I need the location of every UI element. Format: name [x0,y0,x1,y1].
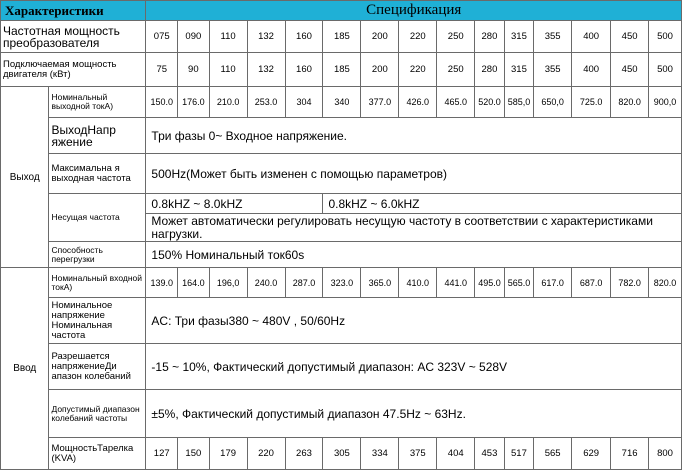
value-cell: 650,0 [534,87,572,118]
value-cell: 220 [247,438,285,470]
row-label: Подключаемая мощность двигателя (кВт) [1,53,146,87]
value-cell: 200 [361,53,399,87]
value-cell: 441.0 [437,268,475,298]
span-value: 500Hz(Может быть изменен с помощью параметров) [146,154,682,194]
row-label: Разрешается напряжениеДи апазон колебаний [49,344,146,390]
value-cell: 090 [178,21,210,53]
span-value: -15 ~ 10%, Фактический допустимый диапазон: AC 323V ~ 528V [146,344,682,390]
value-cell: 629 [572,438,611,470]
row-label: Несущая частота [49,194,146,242]
group-output: Выход [1,87,49,268]
row-converter-power [1,21,682,53]
value-cell: 90 [178,53,210,87]
value-cell: 176.0 [178,87,210,118]
value-cell: 200 [361,21,399,53]
value-cell: 280 [475,21,505,53]
value-cell: 110 [209,21,247,53]
value-cell: 185 [323,53,361,87]
span-value: ±5%, Фактический допустимый диапазон 47.5Hz ~ 63Hz. [146,390,682,438]
value-cell: 365.0 [361,268,399,298]
header-characteristics: Характеристики [1,1,146,21]
value-cell: 164.0 [178,268,210,298]
value-cell: 355 [534,21,572,53]
value-cell: 426.0 [399,87,437,118]
value-cell: 565.0 [504,268,534,298]
value-cell: 132 [247,53,285,87]
row-voltage-tolerance [1,344,682,390]
value-cell: 500 [649,21,682,53]
value-cell: 305 [323,438,361,470]
value-cell: 253.0 [247,87,285,118]
value-cell: 304 [285,87,323,118]
value-cell: 150.0 [146,87,178,118]
row-label: Допустимый диапазон колебаний частоты [49,390,146,438]
row-label: Максимальна я выходная частота [49,154,146,194]
value-cell: 725.0 [572,87,611,118]
row-label: Способность перегрузки [49,242,146,268]
value-cell: 263 [285,438,323,470]
span-value: 150% Номинальный ток60s [146,242,682,268]
row-motor-power [1,53,682,87]
value-cell: 450 [611,21,649,53]
value-cell: 495.0 [475,268,505,298]
value-cell: 160 [285,21,323,53]
value-cell: 287.0 [285,268,323,298]
row-label: ВыходНапр яжение [49,118,146,154]
value-cell: 220 [399,21,437,53]
value-cell: 323.0 [323,268,361,298]
value-cell: 820.0 [649,268,682,298]
value-cell: 450 [611,53,649,87]
row-input-current [1,268,682,298]
row-input-voltage [1,298,682,344]
header-specification: Спецификация [146,1,682,21]
value-cell: 196,0 [209,268,247,298]
value-cell: 465.0 [437,87,475,118]
value-cell: 520.0 [475,87,505,118]
value-cell: 315 [504,53,534,87]
value-cell: 150 [178,438,210,470]
value-cell: 240.0 [247,268,285,298]
value-cell: 500 [649,53,682,87]
span-value: Может автоматически регулировать несущую частоту в соответствии с характеристиками нагрузки. [146,214,682,242]
row-label: Номинальное напряжение Номинальная частота [49,298,146,344]
row-output-voltage [1,118,682,154]
span-value: AC: Три фазы380 ~ 480V , 50/60Hz [146,298,682,344]
value-cell: 410.0 [399,268,437,298]
value-cell: 185 [323,21,361,53]
value-cell: 334 [361,438,399,470]
value-cell: 139.0 [146,268,178,298]
value-cell: 075 [146,21,178,53]
value-cell: 404 [437,438,475,470]
group-input: Ввод [1,268,49,470]
value-cell: 565 [534,438,572,470]
row-frequency-tolerance [1,390,682,438]
value-cell: 315 [504,21,534,53]
row-overload [1,242,682,268]
value-cell: 160 [285,53,323,87]
value-cell: 210.0 [209,87,247,118]
span-value: Три фазы 0~ Входное напряжение. [146,118,682,154]
value-cell: 617.0 [534,268,572,298]
value-cell: 355 [534,53,572,87]
value-cell: 800 [649,438,682,470]
value-cell: 75 [146,53,178,87]
carrier-range-1: 0.8kHZ ~ 8.0kHZ [146,194,323,214]
value-cell: 179 [209,438,247,470]
value-cell: 400 [572,21,611,53]
row-label: Номинальный выходной токА) [49,87,146,118]
value-cell: 687.0 [572,268,611,298]
value-cell: 132 [247,21,285,53]
value-cell: 220 [399,53,437,87]
row-label: МощностьТарелка (KVA) [49,438,146,470]
value-cell: 517 [504,438,534,470]
value-cell: 820.0 [611,87,649,118]
value-cell: 377.0 [361,87,399,118]
value-cell: 250 [437,21,475,53]
row-capacity [1,438,682,470]
row-carrier-frequency [1,194,682,214]
carrier-range-2: 0.8kHZ ~ 6.0kHZ [323,194,682,214]
row-label: Номинальный входной токА) [49,268,146,298]
value-cell: 280 [475,53,505,87]
row-output-current [1,87,682,118]
value-cell: 400 [572,53,611,87]
value-cell: 782.0 [611,268,649,298]
value-cell: 340 [323,87,361,118]
value-cell: 127 [146,438,178,470]
row-label: Частотная мощность преобразователя [1,21,146,53]
value-cell: 716 [611,438,649,470]
value-cell: 900,0 [649,87,682,118]
row-max-frequency [1,154,682,194]
value-cell: 110 [209,53,247,87]
header-row [1,1,682,21]
value-cell: 250 [437,53,475,87]
value-cell: 585,0 [504,87,534,118]
value-cell: 375 [399,438,437,470]
value-cell: 453 [475,438,505,470]
